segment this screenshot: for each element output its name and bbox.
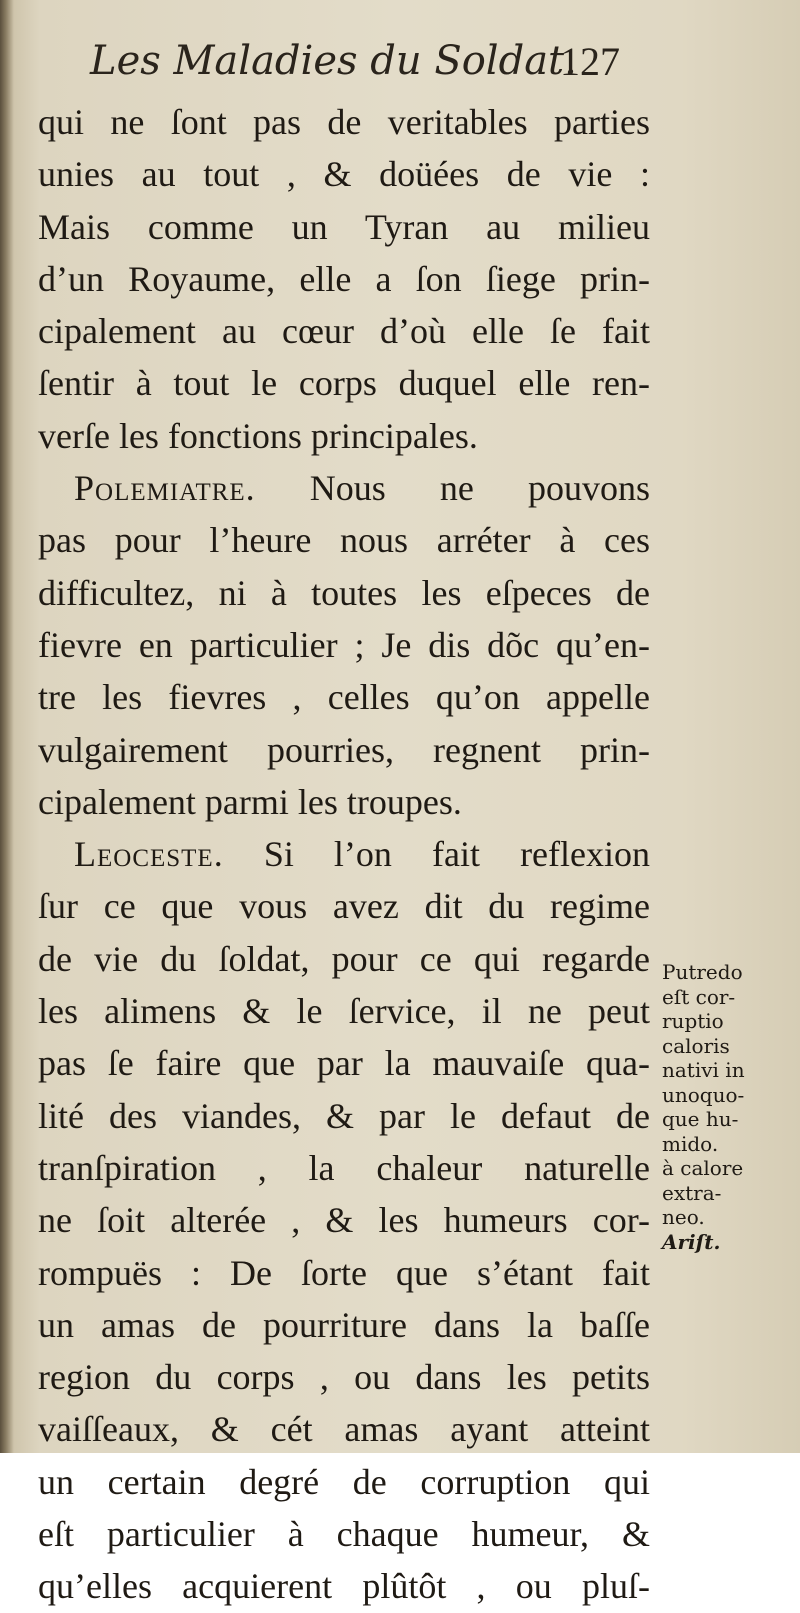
text-line: ſur ce que vous avez dit du regime bbox=[38, 886, 650, 927]
text-line: vaiſſeaux, & cét amas ayant atteint bbox=[38, 1409, 650, 1450]
text-line: qui ne ſont pas de veritables parties bbox=[38, 102, 650, 142]
running-title: Les Maladies du Soldat. bbox=[90, 38, 577, 84]
text-line: ne ſoit alterée , & les humeurs cor- bbox=[38, 1200, 650, 1241]
text-line: tre les fievres , celles qu’on appelle bbox=[38, 677, 650, 718]
text-line: les alimens & le ſervice, il ne peut bbox=[38, 991, 650, 1032]
text-line: region du corps , ou dans les petits bbox=[38, 1357, 650, 1398]
text-line: unies au tout , & doüées de vie : bbox=[38, 154, 650, 195]
margin-note-line: neo. bbox=[662, 1205, 705, 1229]
margin-note-line: mido. bbox=[662, 1131, 719, 1156]
text-line: qu’elles acquierent plûtôt , ou pluſ- bbox=[38, 1566, 650, 1607]
text-line: pas pour l’heure nous arréter à ces bbox=[38, 520, 650, 561]
text-line: tranſpiration , la chaleur naturelle bbox=[38, 1147, 650, 1188]
text-line: cipalement au cœur d’où elle ſe fait bbox=[38, 311, 650, 352]
text-line: un certain degré de corruption qui bbox=[38, 1461, 650, 1502]
page-number: 127 bbox=[560, 39, 620, 84]
speaker-line bbox=[38, 828, 650, 880]
main-text bbox=[38, 96, 650, 1613]
text-line: un amas de pourriture dans la baſſe bbox=[38, 1304, 650, 1345]
speaker-name: Polemiatre. bbox=[74, 468, 256, 509]
margin-note-line: à calore bbox=[662, 1156, 744, 1180]
margin-note-line: que hu- bbox=[662, 1107, 739, 1131]
text-line: lité des viandes, & par le defaut de bbox=[38, 1095, 650, 1136]
text-line: pas ſe faire que par la mauvaiſe qua- bbox=[38, 1043, 650, 1084]
margin-note-line: unoquo- bbox=[662, 1082, 745, 1107]
text-line: ſentir à tout le corps duquel elle ren- bbox=[38, 363, 650, 404]
margin-note-line: extra- bbox=[662, 1180, 722, 1205]
text-line: difficultez, ni à toutes les eſpeces de bbox=[38, 572, 650, 613]
text-fragment: Nous ne pouvons bbox=[309, 468, 650, 509]
text-line: Mais comme un Tyran au milieu bbox=[38, 206, 650, 247]
text-fragment: Si l’on fait reflexion bbox=[263, 834, 651, 875]
text-line: fievre en particulier ; Je dis dõc qu’en- bbox=[38, 624, 650, 665]
text-line: eſt particulier à chaque humeur, & bbox=[38, 1514, 650, 1555]
text-line: d’un Royaume, elle a ſon ſiege prin- bbox=[38, 258, 650, 299]
margin-note-line: ruptio bbox=[662, 1009, 724, 1033]
text-line: cipalement parmi les troupes. bbox=[38, 781, 462, 822]
margin-note-citation: Ariſt. bbox=[662, 1229, 721, 1254]
speaker-line bbox=[38, 462, 650, 514]
text-line: de vie du ſoldat, pour ce qui regarde bbox=[38, 938, 650, 979]
margin-note bbox=[662, 960, 792, 1254]
text-line: rompuës : De ſorte que s’étant fait bbox=[38, 1252, 650, 1293]
margin-note-line: caloris bbox=[662, 1033, 730, 1058]
margin-note-line: eſt cor- bbox=[662, 984, 736, 1009]
margin-note-line: nativi in bbox=[662, 1058, 745, 1082]
margin-note-line: Putredo bbox=[662, 960, 743, 984]
text-line: vulgairement pourries, regnent prin- bbox=[38, 729, 650, 770]
speaker-name: Leoceste. bbox=[74, 834, 224, 875]
text-line: verſe les fonctions principales. bbox=[38, 415, 478, 456]
